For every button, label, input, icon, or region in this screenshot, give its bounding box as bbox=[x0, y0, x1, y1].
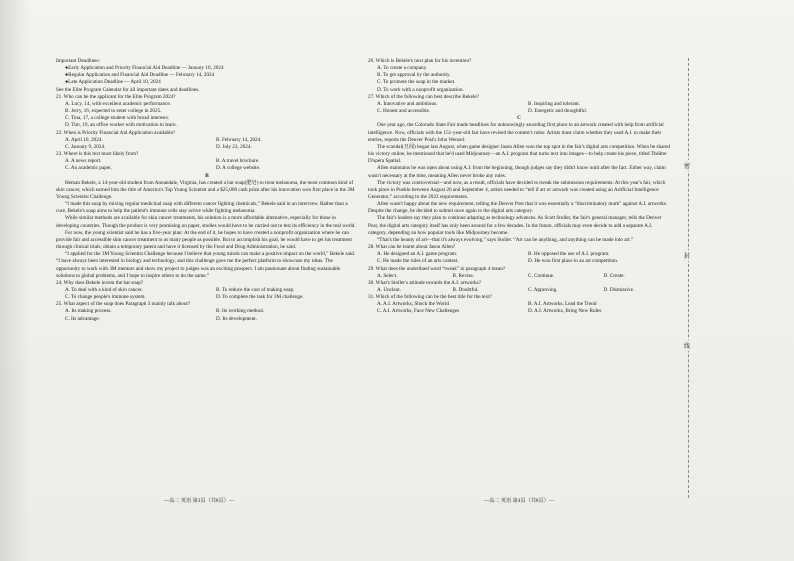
option: A. April 10, 2024. bbox=[65, 136, 103, 143]
option: D. Energetic and thoughtful. bbox=[528, 108, 588, 115]
option: C. A.I. Artworks, Face New Challenges bbox=[377, 308, 460, 315]
question-29: 29. What does the underlined word “tweak” in paragraph 4 mean? bbox=[368, 265, 506, 272]
question-25: 25. What aspect of the soap does Paragraph 3 mainly talk about? bbox=[56, 301, 191, 308]
left-column bbox=[56, 58, 358, 323]
option: D. To complete the task for 3M challenge. bbox=[216, 294, 304, 301]
option: B. A travel brochure. bbox=[216, 158, 260, 165]
option-row bbox=[368, 273, 670, 280]
option: D. He won first place in an art competition. bbox=[528, 258, 619, 265]
option-row bbox=[368, 301, 670, 308]
option-row bbox=[56, 308, 358, 315]
option: C. He made the rules of an arts contest. bbox=[377, 258, 459, 265]
option: D. Create. bbox=[603, 272, 625, 279]
option: D. Dismissive. bbox=[603, 287, 635, 293]
deadline-item: ●Late Application Deadline — April 10, 2024 bbox=[65, 79, 161, 86]
question-31: 31. Which of the following can be the best title for the text? bbox=[368, 294, 492, 301]
passage-paragraph: “That's the beauty of art—that it's always evolving,” says Stoller. “Art can be anything, and anything can be made into art.” bbox=[377, 236, 634, 243]
option-row bbox=[368, 101, 670, 108]
option: A. To deal with a kind of skin cancer. bbox=[65, 287, 143, 293]
passage-paragraph: For now, the young scientist said he has a five-year plan: At the end of it, he hopes to have created a nonprofit organization where he can provide fair and accessible skin cancer treatment to as many people as possible. But to accomplish his goal, he would have to get his treatment through clinical trials, obtain a temporary patent and have it licensed by the Food and Drug Administration, he said. bbox=[56, 229, 352, 251]
question-22: 22. When is Priority Financial Aid Application available? bbox=[56, 129, 176, 136]
option: B. To get approval by the authority. bbox=[377, 72, 451, 79]
page-footer-left: —高二 英语 第3页（共8页）— bbox=[164, 498, 235, 504]
passage-paragraph: “I applied for the 3M Young Scientist Challenge because I believe that young minds can make a positive impact on the world,” Bekele said. “I have always been interested in biology and technology, and this challenge gave me the perfect platform to showcase my ideas. The opportunity to work with 3M mentors and show my project to judges was an exciting prospect. I am passionate about finding sustainable solutions to global problems, and I hope to inspire others to do the same.” bbox=[56, 251, 356, 279]
passage-paragraph: Allen wasn't happy about the new requirement, telling the Denver Post that it was essentially a “discriminatory mark” against A.I. artworks. Despite the change, he decided to submit once again to the digital arts category. bbox=[368, 201, 668, 215]
deadline-item: ●Early Application and Priority Financial Aid Deadline — January 10, 2024 bbox=[65, 65, 224, 72]
deadlines-title: Important Deadlines: bbox=[56, 58, 100, 64]
deadline-item: ●Regular Application and Financial Aid Deadline — February 14, 2024 bbox=[65, 72, 215, 79]
option: D. To work with a nonprofit organization. bbox=[377, 86, 464, 93]
section-b-heading: B bbox=[205, 172, 209, 179]
option: B. Revise. bbox=[452, 272, 474, 279]
option: C. Honest and accessible. bbox=[377, 108, 431, 115]
option: C. To change people's immune system. bbox=[65, 294, 146, 301]
option: A. Lucy, 14, with excellent academic performance. bbox=[65, 100, 171, 107]
seal-label-mi: 密 bbox=[684, 160, 690, 171]
right-column bbox=[368, 58, 670, 316]
option: B. Jerry, 16, expected to enter college in 2025. bbox=[65, 108, 162, 115]
option: B. February 14, 2024. bbox=[216, 136, 262, 143]
question-30: 30. What's Stoller's attitude towards the A.I. artworks? bbox=[368, 279, 481, 286]
passage-paragraph: One year ago, the Colorado State Fair made headlines for unknowingly awarding first place to an artwork created with help from artificial intelligence. Now, officials with the 151-year-old fair have revised the contest's rules: Artists must claim whether they used A.I. to make their entries, reports the Denver Post's John Wenzel. bbox=[368, 122, 664, 143]
passage-paragraph: The victory was controversial—and now, as a result, officials have decided to tweak the submission requirements. At this year's fair, which took place in Pueblo between August 26 and September 4, artists needed to “tell if art or artwork was created using an Artificial Intelligence Generator,” according to the 2023 requirements. bbox=[368, 179, 666, 200]
option: D. July 23, 2024. bbox=[216, 143, 252, 150]
question-27: 27. Which of the following can best describe Bekele? bbox=[368, 93, 479, 100]
option-row bbox=[368, 258, 670, 265]
option: B. Doubtful. bbox=[452, 287, 479, 293]
option: A. To create a company. bbox=[377, 65, 428, 72]
passage-paragraph: Allen maintains he was open about using A.I. from the beginning, though judges say they didn't know until after the fact. Either way, claim wasn't necessary at the time, meaning Allen never broke any rules. bbox=[368, 165, 666, 179]
option-row bbox=[56, 165, 358, 172]
passage-paragraph: “I made this soap by mixing regular medicinal soap with different cancer fighting chemicals,” Bekele said in an interview. Rather than a cure, Bekele's soap aims to help the patient's immune cells stay active while fighting melanoma. bbox=[56, 201, 348, 215]
option: B. Its working method. bbox=[216, 308, 264, 315]
see-calendar-line: See the Elite Program Calendar for all important dates and deadlines. bbox=[56, 86, 200, 93]
option: A. A news report. bbox=[65, 158, 102, 165]
option: C. January 9, 2024. bbox=[65, 143, 106, 150]
option: B. A.I. Artworks, Lead the Trend bbox=[528, 301, 597, 308]
question-23: 23. Where is this text most likely from? bbox=[56, 151, 139, 158]
option: A. A.I. Artworks, Shock the World bbox=[377, 301, 449, 308]
option-row bbox=[56, 316, 358, 323]
question-28: 28. What can be learnt about Jason Allen? bbox=[368, 244, 456, 251]
section-c-heading: C bbox=[517, 115, 521, 122]
option: A. Its making process. bbox=[65, 308, 112, 315]
option-row bbox=[56, 158, 358, 165]
option: A. He designed an A.I. game program. bbox=[377, 251, 458, 258]
seal-line bbox=[688, 58, 689, 498]
question-21: 21. Who can be the applicant for the Elite Program 2024? bbox=[56, 93, 176, 100]
option: A. Unclear. bbox=[377, 287, 401, 293]
option: C. Approving. bbox=[528, 287, 558, 293]
option: C. To promote the soap in the market. bbox=[377, 79, 456, 86]
question-24: 24. Why does Bekele invent the bar soap? bbox=[56, 279, 144, 286]
option: D. Tim, 19, an office worker with motivation to learn. bbox=[65, 122, 177, 129]
option-row bbox=[56, 287, 358, 294]
option-row bbox=[368, 308, 670, 315]
passage-paragraph: The scandal(丑闻) began last August, when game designer Jason Allen won the top spot in the fair's digital arts competition. When he shared his victory online, he mentioned that he'd used Midjourney—an A.I. program that turns text into images—to help create his piece, titled Théâtre D'opéra Spatial. bbox=[368, 143, 670, 165]
page-footer-right: —高二 英语 第4页（共8页）— bbox=[484, 498, 555, 504]
option: D. A.I. Artworks, Bring New Rules bbox=[528, 308, 602, 315]
passage-paragraph: Heman Bekele, a 14-year-old student from Annandale, Virginia, has created a bar soap(肥皂) to treat melanoma, the most common kind of skin cancer, which earned him the title of America's Top Young Scientist and a $25,000 cash prize after his innovation won first place in the 3M Young Scientist Challenge. bbox=[56, 179, 355, 200]
option: C. Tina, 17, a college student with broad interests. bbox=[65, 115, 170, 122]
option: B. He opposed the use of A.I. program. bbox=[528, 251, 610, 258]
question-26: 26. Which is Bekele's next plan for his invention? bbox=[368, 58, 472, 64]
option: C. Continue. bbox=[528, 272, 555, 279]
option-row bbox=[368, 108, 670, 115]
option: D. A college website. bbox=[216, 165, 261, 172]
seal-label-feng: 封 bbox=[684, 250, 690, 261]
passage-paragraph: The fair's leaders say they plan to continue adapting as technology advances. As Scott Stoller, the fair's general manager, tells the Denver Post, the digital arts category itself has only been around for a few decades. In the future, officials may even decide to add a separate A.I. category, depending on how popular tools like Midjourney become. bbox=[368, 215, 662, 236]
option-row bbox=[56, 144, 358, 151]
passage-paragraph: While similar methods are available for skin cancer treatments, his solution is a more affordable alternative, especially for those in developing countries. Though the product is very promising on paper, studies would have to be carried out to test its efficiency in the real world. bbox=[56, 215, 356, 229]
option: D. Its development. bbox=[216, 315, 257, 322]
option: A. Select. bbox=[377, 272, 398, 279]
option: A. Innovative and ambitious. bbox=[377, 100, 438, 107]
option: C. Its advantage. bbox=[65, 315, 100, 322]
option: C. An academic paper. bbox=[65, 165, 112, 172]
page-shadow bbox=[0, 0, 30, 561]
option: B. Inspiring and tolerant. bbox=[528, 100, 581, 107]
option: B. To reduce the cost of making soap. bbox=[216, 287, 295, 293]
option-row bbox=[56, 137, 358, 144]
seal-label-xian: 线 bbox=[684, 340, 690, 351]
